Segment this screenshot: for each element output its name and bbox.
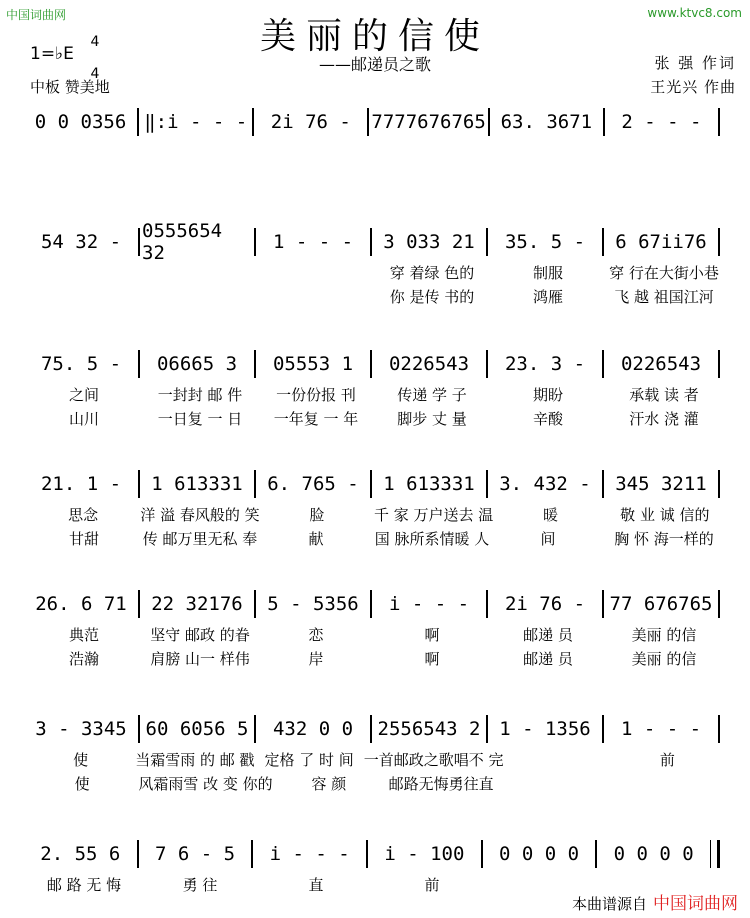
measure: 7777676765 — [371, 111, 486, 133]
notes-line — [26, 220, 722, 264]
barline — [138, 715, 140, 743]
barline — [370, 350, 372, 378]
measure: 63. 3671 — [500, 111, 593, 133]
end-barline — [718, 350, 720, 378]
lyric-cell: 洋 溢 春风般的 笑 — [140, 506, 260, 524]
barline — [138, 228, 140, 256]
measure: 0 0 0 0 — [613, 843, 694, 865]
measure: 2. 55 6 — [40, 843, 121, 865]
lyric-cell: 前 — [424, 876, 440, 894]
lyric-cell: 啊 — [424, 626, 440, 644]
barline — [602, 470, 604, 498]
barline — [138, 350, 140, 378]
lyric-cell: 辛酸 — [532, 410, 563, 428]
lyric-cell: 穿 行在大街小巷 — [609, 264, 719, 282]
barline — [254, 350, 256, 378]
lyrics-line1 — [26, 262, 722, 283]
barline — [370, 590, 372, 618]
lyric-cell: 一年复 一 年 — [273, 410, 359, 428]
lyrics-line2 — [26, 286, 722, 307]
barline — [138, 470, 140, 498]
measure: 1 613331 — [383, 473, 475, 495]
lyric-cell: 脚步 丈 量 — [397, 410, 467, 428]
watermark-right: www.ktvc8.com — [647, 6, 742, 20]
end-barline — [718, 590, 720, 618]
lyrics-line2 — [26, 408, 722, 429]
barline — [486, 350, 488, 378]
lyric-cell — [142, 286, 258, 307]
barline — [486, 470, 488, 498]
lyric-cell: 岸 — [308, 650, 324, 668]
measure: 345 3211 — [615, 473, 707, 495]
lyric-cell: 敬 业 诚 信的 — [620, 506, 710, 524]
end-barline — [718, 470, 720, 498]
lyric-cell: 定格 了 时 间 — [264, 751, 354, 769]
barline — [254, 470, 256, 498]
composer-credit: 王光兴 作曲 — [650, 78, 736, 96]
lyric-cell: 期盼 — [532, 386, 563, 404]
lyric-cell: 浩瀚 — [68, 650, 99, 668]
measure: 26. 6 71 — [35, 593, 127, 615]
lyrics-line1 — [26, 749, 722, 770]
lyric-cell — [504, 749, 613, 770]
measure: 22 32176 — [151, 593, 243, 615]
lyric-cell: 当霜雪雨 的 邮 戳 — [135, 751, 255, 769]
lyric-cell: 飞 越 祖国江河 — [614, 288, 714, 306]
measure: 6 67ii76 — [615, 231, 707, 253]
source-site: 中国词曲网 — [653, 894, 738, 914]
measure: 1 - - - — [272, 231, 354, 253]
barline — [602, 590, 604, 618]
measure: 05553 1 — [272, 353, 354, 375]
lyric-cell: 承载 读 者 — [629, 386, 699, 404]
measure: 3 - 3345 — [35, 718, 127, 740]
measure: 60 6056 5 — [145, 718, 249, 740]
lyrics-line2 — [26, 648, 722, 669]
lyric-cell: 千 家 万户送去 温 — [374, 506, 494, 524]
lyric-cell: 坚守 邮政 的眷 — [150, 626, 250, 644]
notes-line — [26, 715, 722, 743]
measure: 0 0 0 0 — [498, 843, 580, 865]
barline — [254, 715, 256, 743]
measure: 75. 5 - — [40, 353, 122, 375]
lyric-cell: 使 — [73, 751, 89, 769]
end-barline — [718, 108, 720, 136]
barline — [252, 108, 254, 136]
barline — [602, 350, 604, 378]
measure: 432 0 0 — [272, 718, 354, 740]
measure: 5 - 5356 — [267, 593, 359, 615]
notes-line — [26, 590, 722, 618]
barline — [254, 590, 256, 618]
time-signature — [88, 34, 102, 82]
lyric-cell: 献 — [308, 530, 324, 548]
lyric-cell: 一首邮政之歌唱不 完 — [363, 751, 504, 769]
lyric-cell: 直 — [308, 876, 324, 894]
measure: 2i 76 - — [504, 593, 586, 615]
lyrics-line2 — [26, 773, 722, 794]
barline — [137, 108, 139, 136]
lyrics-line1 — [26, 384, 722, 405]
barline — [366, 840, 368, 868]
end-barline — [718, 228, 720, 256]
measure: 2556543 2 — [377, 718, 481, 740]
measure: 0 0 0356 — [34, 111, 127, 133]
notes-line — [26, 108, 722, 136]
source-text: 本曲谱源自 — [571, 895, 647, 913]
lyric-cell: 鸿雁 — [532, 288, 563, 306]
barline — [370, 228, 372, 256]
lyric-cell: 脸 — [309, 506, 325, 524]
measure: 23. 3 - — [504, 353, 586, 375]
measure: 7 6 - 5 — [154, 843, 236, 865]
source-credit — [572, 889, 738, 914]
measure: 21. 1 - — [40, 473, 122, 495]
barline — [602, 715, 604, 743]
end-barline — [718, 715, 720, 743]
song-subtitle: ——邮递员之歌 — [318, 55, 431, 74]
lyric-cell — [258, 286, 374, 307]
notes-line — [26, 840, 722, 868]
lyric-cell: 传递 学 子 — [397, 386, 467, 404]
barline — [138, 590, 140, 618]
barline — [486, 228, 488, 256]
lyric-cell: 制服 — [532, 264, 563, 282]
meter-bottom: 4 — [90, 66, 100, 82]
key-signature: 1=♭E — [30, 44, 74, 64]
measure: 0555654 32 — [142, 220, 223, 264]
score-row — [26, 108, 722, 148]
lyric-cell: 国 脉所系情暖 人 — [374, 530, 490, 548]
lyric-cell: 一日复 一 日 — [157, 410, 243, 428]
measure: 06665 3 — [156, 353, 238, 375]
measure: 0226543 — [620, 353, 702, 375]
lyric-cell: 山川 — [68, 410, 99, 428]
lyric-cell: 邮 路 无 悔 — [46, 876, 122, 894]
lyric-cell: 容 颜 — [311, 775, 347, 793]
lyric-cell: 邮递 员 — [523, 650, 573, 668]
song-title: 美丽的信使 — [259, 16, 490, 57]
measure: i - 100 — [384, 843, 465, 865]
barline — [481, 840, 483, 868]
lyric-cell: 传 邮万里无私 奉 — [142, 530, 258, 548]
watermark-left: 中国词曲网 — [6, 8, 67, 22]
lyric-cell: 美丽 的信 — [631, 626, 697, 644]
lyric-cell: 邮路无悔勇往直 — [388, 775, 494, 793]
barline — [370, 715, 372, 743]
lyric-cell — [258, 262, 374, 283]
lyricist-credit: 张 强 作词 — [654, 54, 736, 72]
lyrics-line1 — [26, 624, 722, 645]
notes-line — [26, 350, 722, 378]
meter-top: 4 — [90, 34, 100, 50]
measure: i - - - — [269, 843, 350, 865]
lyric-cell: 使 — [74, 775, 90, 793]
barline — [602, 228, 604, 256]
measure: 6. 765 - — [267, 473, 359, 495]
measure: 54 32 - — [40, 231, 122, 253]
measure: 1 613331 — [151, 473, 243, 495]
lyric-cell: 穿 着绿 色的 — [389, 264, 475, 282]
lyric-cell: 恋 — [308, 626, 324, 644]
lyric-cell: 你 是传 书的 — [389, 288, 475, 306]
lyric-cell — [142, 262, 258, 283]
lyric-cell — [497, 773, 609, 794]
measure: 3. 432 - — [499, 473, 591, 495]
measure: 1 - - - — [620, 718, 702, 740]
measure: ‖:i - - - — [144, 111, 248, 133]
lyric-cell: 邮递 员 — [523, 626, 573, 644]
barline — [603, 108, 605, 136]
lyric-cell: 肩膀 山一 样伟 — [150, 650, 250, 668]
lyric-cell: 前 — [659, 751, 675, 769]
lyric-cell: 勇 往 — [182, 876, 218, 894]
lyric-cell: 一份份报 刊 — [276, 386, 356, 404]
measure: 3 033 21 — [383, 231, 475, 253]
lyric-cell: 一封封 邮 件 — [157, 386, 243, 404]
lyric-cell — [610, 773, 722, 794]
barline — [595, 840, 597, 868]
barline — [367, 108, 369, 136]
lyric-cell: 典范 — [68, 626, 99, 644]
lyric-cell: 啊 — [424, 650, 440, 668]
barline — [251, 840, 253, 868]
tempo-marking: 中板 赞美地 — [30, 78, 110, 96]
lyric-cell: 风霜雨雪 改 变 你的 — [138, 775, 273, 793]
lyric-cell: 甘甜 — [68, 530, 99, 548]
lyric-cell: 思念 — [68, 506, 99, 524]
measure: 77 676765 — [609, 593, 713, 615]
lyrics-line2 — [26, 528, 722, 549]
measure: i - - - — [388, 593, 470, 615]
barline — [254, 228, 256, 256]
lyric-cell: 美丽 的信 — [631, 650, 697, 668]
barline — [486, 715, 488, 743]
lyric-cell: 胸 怀 海一样的 — [614, 530, 714, 548]
lyric-cell — [26, 262, 142, 283]
measure: 2 - - - — [621, 111, 702, 133]
notes-line — [26, 470, 722, 498]
lyric-cell: 之间 — [68, 386, 99, 404]
lyric-cell: 汗水 浇 灌 — [629, 410, 699, 428]
measure: 0226543 — [388, 353, 470, 375]
barline — [488, 108, 490, 136]
lyrics-line1 — [26, 504, 722, 525]
barline — [137, 840, 139, 868]
barline — [370, 470, 372, 498]
measure: 1 - 1356 — [499, 718, 591, 740]
lyric-cell — [26, 286, 142, 307]
end-barline — [710, 840, 720, 868]
lyric-cell: 间 — [540, 530, 556, 548]
measure: 2i 76 - — [270, 111, 351, 133]
measure: 35. 5 - — [504, 231, 586, 253]
lyric-cell: 暖 — [542, 506, 558, 524]
barline — [486, 590, 488, 618]
